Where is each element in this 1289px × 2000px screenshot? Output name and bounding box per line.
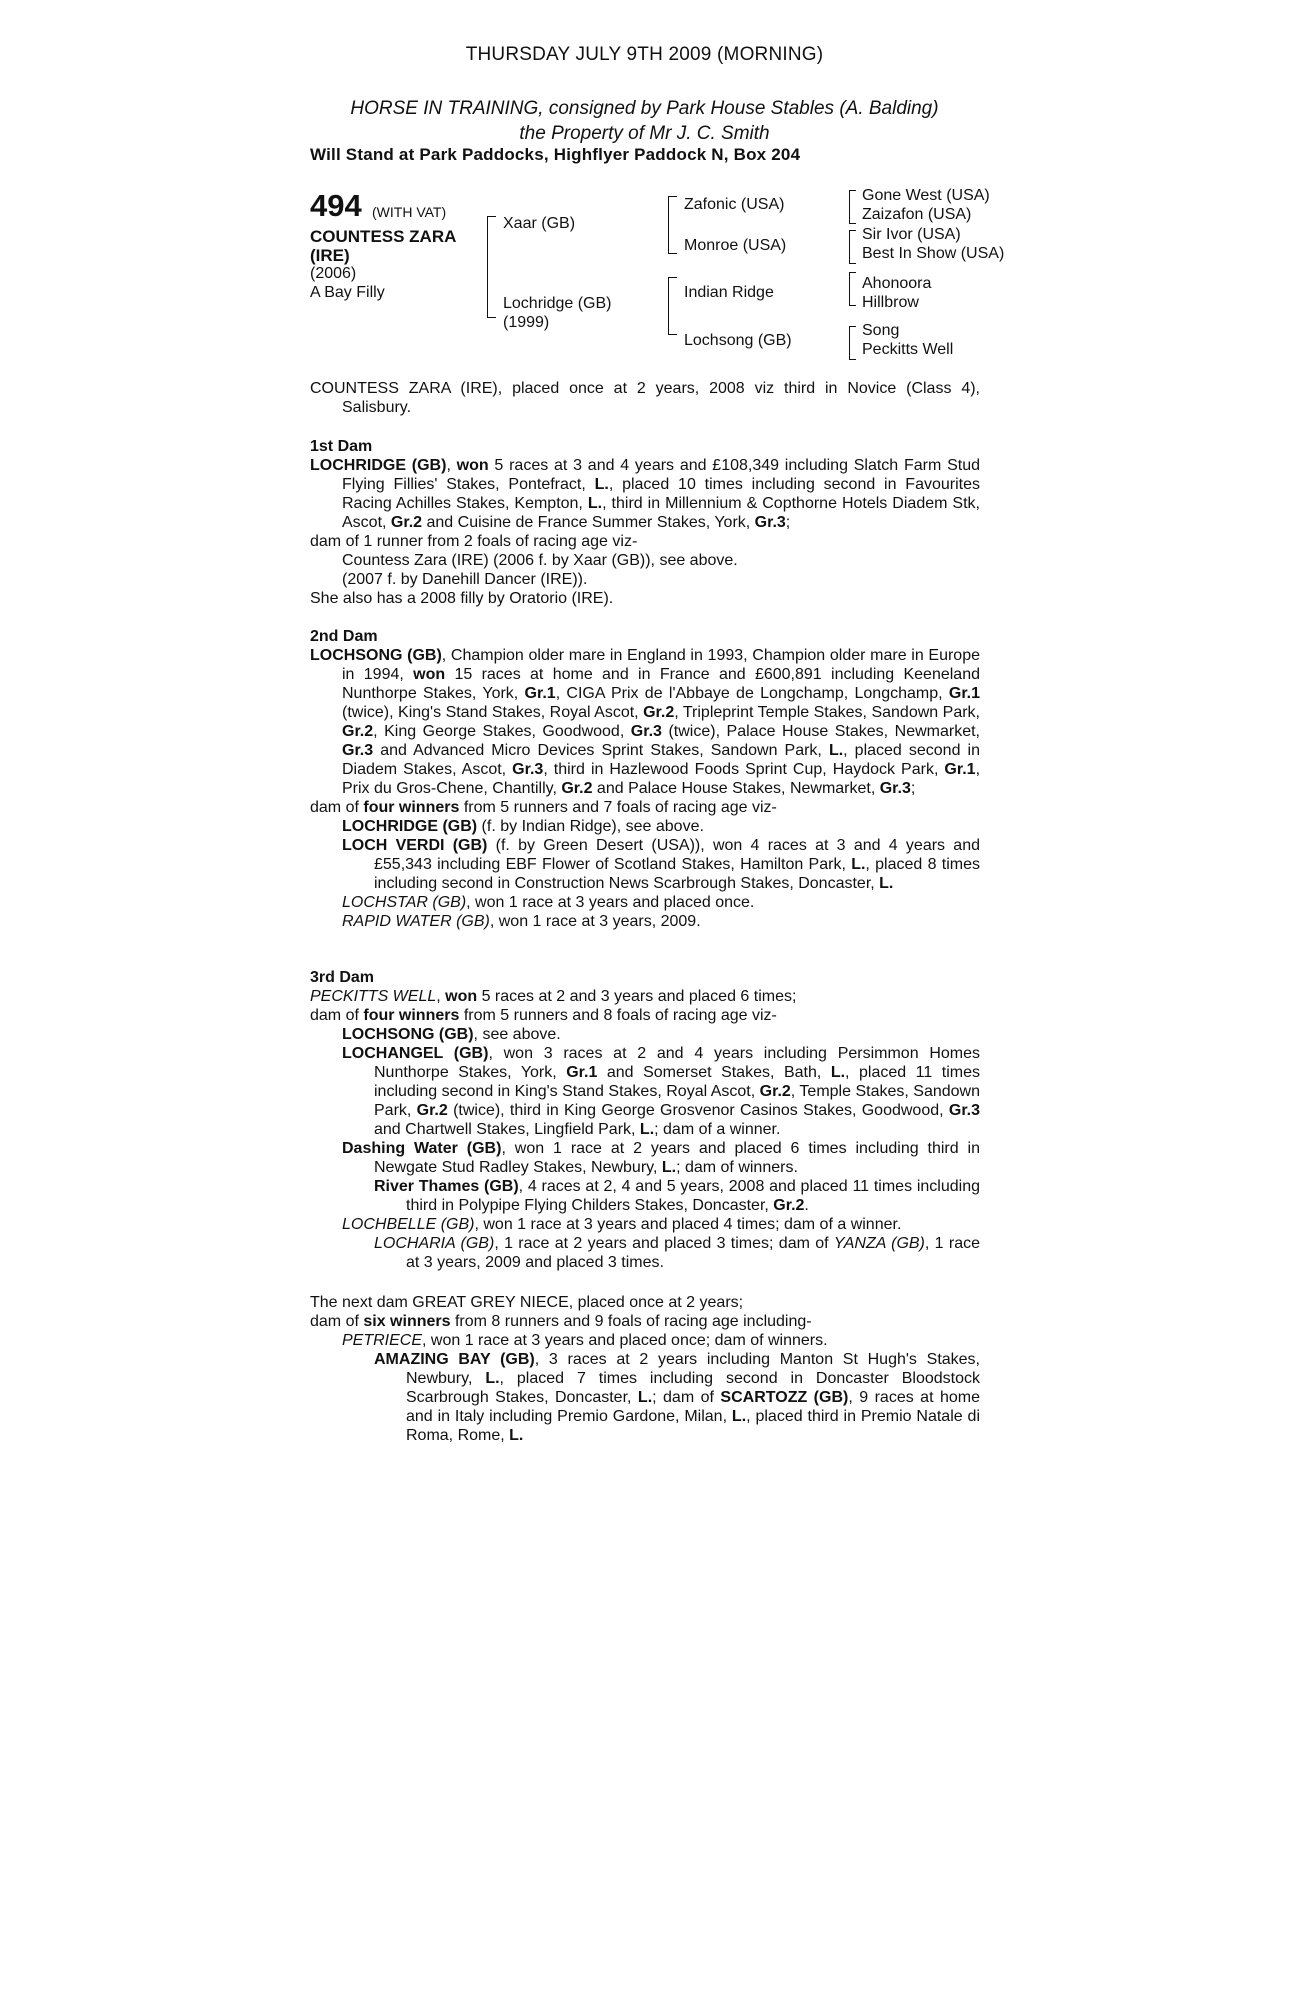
first-dam-name: LOCHRIDGE (GB) xyxy=(310,457,447,474)
pedigree-gen3-8: Peckitts Well xyxy=(862,341,954,358)
next-dam-section xyxy=(310,1293,980,1445)
second-dam-progeny-4: RAPID WATER (GB), won 1 race at 3 years, 2009. xyxy=(342,913,701,930)
third-dam-progeny-dashing-water: Dashing Water (GB), won 1 race at 2 years and placed 6 times including third in Newgate Stud Radley Stakes, Newbury, L.; dam of winners. xyxy=(342,1140,980,1176)
summary-line1: COUNTESS ZARA (IRE), placed once at 2 years, 2008 viz third in Novice (Class 4), xyxy=(310,380,980,397)
summary-line2: Salisbury. xyxy=(342,399,412,416)
gen3-brace-4 xyxy=(849,326,856,360)
second-dam-progeny-3: LOCHSTAR (GB), won 1 race at 3 years and placed once. xyxy=(342,894,755,911)
next-dam-line: The next dam GREAT GREY NIECE, placed once at 2 years; xyxy=(310,1294,744,1311)
pedigree-sire: Xaar (GB) xyxy=(503,215,576,232)
lot-name xyxy=(310,227,480,265)
sire-parents-brace xyxy=(668,196,677,254)
pedigree-dam: Lochridge (GB) xyxy=(503,295,612,312)
stand-location: Will Stand at Park Paddocks, Highflyer Paddock N, Box 204 xyxy=(310,145,801,164)
third-dam-record: PECKITTS WELL, won 5 races at 2 and 3 years and placed 6 times; xyxy=(310,988,797,1005)
second-dam-record: LOCHSONG (GB), Champion older mare in England in 1993, Champion older mare in Europe in 1994, won 15 races at home and in France and £600,891 including Keeneland Nunthorpe Stakes, York, Gr.1, CIGA Prix de l'Abbaye de Longchamp, Longchamp, Gr.1 (twice), King's Stand Stakes, Royal Ascot, Gr.2, Tripleprint Temple Stakes, Sandown Park, Gr.2, King George Stakes, Goodwood, Gr.3 (twice), Palace House Stakes, Newmarket, Gr.3 and Advanced Micro Devices Sprint Stakes, Sandown Park, L., placed second in Diadem Stakes, Ascot, Gr.3, third in Hazlewood Foods Sprint Cup, Haydock Park, Gr.1, Prix du Gros-Chene, Chantilly, Gr.2 and Palace House Stakes, Newmarket, Gr.3; xyxy=(310,647,981,797)
third-dam-heading: 3rd Dam xyxy=(310,969,375,986)
gen3-brace-2 xyxy=(849,230,856,264)
lot-name-line1: COUNTESS ZARA xyxy=(310,227,457,246)
first-dam-also: She also has a 2008 filly by Oratorio (IRE). xyxy=(310,590,614,607)
third-dam-progeny-lochbelle: LOCHBELLE (GB), won 1 race at 3 years and placed 4 times; dam of a winner. xyxy=(342,1216,902,1233)
second-dam-heading: 2nd Dam xyxy=(310,628,378,645)
pedigree-dam-dam: Lochsong (GB) xyxy=(684,332,792,349)
lot-year: (2006) xyxy=(310,265,357,282)
next-dam-progeny-petriece: PETRIECE, won 1 race at 3 years and placed once; dam of winners. xyxy=(342,1332,828,1349)
pedigree-gen3-5: Ahonoora xyxy=(862,275,932,292)
second-dam-section xyxy=(310,627,980,931)
second-dam-name: LOCHSONG (GB) xyxy=(310,647,442,664)
gen3-brace-1 xyxy=(849,190,856,224)
first-dam-section xyxy=(310,437,980,608)
next-dam-dam-of: dam of six winners from 8 runners and 9 foals of racing age including- xyxy=(310,1313,812,1330)
first-dam-heading: 1st Dam xyxy=(310,438,373,455)
pedigree-sire-sire: Zafonic (USA) xyxy=(684,196,785,213)
dam-parents-brace xyxy=(668,277,677,335)
pedigree-gen3-3: Sir Ivor (USA) xyxy=(862,226,961,243)
lot-description: A Bay Filly xyxy=(310,284,385,301)
pedigree-dam-year: (1999) xyxy=(503,314,550,331)
gen3-brace-3 xyxy=(849,272,856,306)
second-dam-dam-of: dam of four winners from 5 runners and 7 foals of racing age viz- xyxy=(310,799,777,816)
second-dam-progeny-1: LOCHRIDGE (GB) (f. by Indian Ridge), see above. xyxy=(342,818,704,835)
pedigree-sire-dam: Monroe (USA) xyxy=(684,237,787,254)
consignment-line: HORSE IN TRAINING, consigned by Park House Stables (A. Balding) xyxy=(350,98,939,119)
third-dam-grandprogeny-locharia: LOCHARIA (GB), 1 race at 2 years and placed 3 times; dam of YANZA (GB), 1 race at 3 years, 2009 and placed 3 times. xyxy=(374,1235,981,1271)
pedigree-dam-sire: Indian Ridge xyxy=(684,284,774,301)
vat-note: (WITH VAT) xyxy=(372,204,447,220)
lot-summary xyxy=(310,379,980,417)
lot-number: 494 xyxy=(310,188,362,223)
lot-name-line2: (IRE) xyxy=(310,246,350,265)
third-dam-progeny-lochsong: LOCHSONG (GB), see above. xyxy=(342,1026,561,1043)
third-dam-name: PECKITTS WELL xyxy=(310,988,437,1005)
sale-date: THURSDAY JULY 9TH 2009 (MORNING) xyxy=(465,44,824,65)
pedigree-gen3-2: Zaizafon (USA) xyxy=(862,206,972,223)
pedigree-gen3-1: Gone West (USA) xyxy=(862,187,990,204)
first-dam-record: LOCHRIDGE (GB), won 5 races at 3 and 4 years and £108,349 including Slatch Farm Stud Flying Fillies' Stakes, Pontefract, L., placed 10 times including second in Favourites Racing Achilles Stakes, Kempton, L., third in Millennium & Copthorne Hotels Diadem Stk, Ascot, Gr.2 and Cuisine de France Summer Stakes, York, Gr.3; xyxy=(310,457,981,531)
third-dam-section xyxy=(310,968,980,1272)
first-dam-dam-of: dam of 1 runner from 2 foals of racing age viz- xyxy=(310,533,638,550)
pedigree-gen3-4: Best In Show (USA) xyxy=(862,245,1005,262)
sire-dam-brace xyxy=(487,216,496,318)
property-line: the Property of Mr J. C. Smith xyxy=(519,123,770,144)
second-dam-progeny-2: LOCH VERDI (GB) (f. by Green Desert (USA)), won 4 races at 3 and 4 years and £55,343 including EBF Flower of Scotland Stakes, Hamilton Park, L., placed 8 times including second in Construction News Scarbrough Stakes, Doncaster, L. xyxy=(342,837,980,892)
next-dam-grandprogeny-amazing-bay: AMAZING BAY (GB), 3 races at 2 years including Manton St Hugh's Stakes, Newbury, L., placed 7 times including second in Doncaster Bloodstock Scarbrough Stakes, Doncaster, L.; dam of SCARTOZZ (GB), 9 races at home and in Italy including Premio Gardone, Milan, L., placed third in Premio Natale di Roma, Rome, L. xyxy=(374,1351,981,1444)
third-dam-grandprogeny-river-thames: River Thames (GB), 4 races at 2, 4 and 5 years, 2008 and placed 11 times including third in Polypipe Flying Childers Stakes, Doncaster, Gr.2. xyxy=(374,1178,980,1214)
third-dam-progeny-lochangel: LOCHANGEL (GB), won 3 races at 2 and 4 years including Persimmon Homes Nunthorpe Stakes, York, Gr.1 and Somerset Stakes, Bath, L., placed 11 times including second in King's Stand Stakes, Royal Ascot, Gr.2, Temple Stakes, Sandown Park, Gr.2 (twice), third in King George Grosvenor Casinos Stakes, Goodwood, Gr.3 and Chartwell Stakes, Lingfield Park, L.; dam of a winner. xyxy=(342,1045,981,1138)
third-dam-dam-of: dam of four winners from 5 runners and 8 foals of racing age viz- xyxy=(310,1007,777,1024)
first-dam-progeny-2: (2007 f. by Danehill Dancer (IRE)). xyxy=(342,571,588,588)
pedigree-gen3-6: Hillbrow xyxy=(862,294,919,311)
first-dam-progeny-1: Countess Zara (IRE) (2006 f. by Xaar (GB)), see above. xyxy=(342,552,738,569)
pedigree-gen3-7: Song xyxy=(862,322,900,339)
